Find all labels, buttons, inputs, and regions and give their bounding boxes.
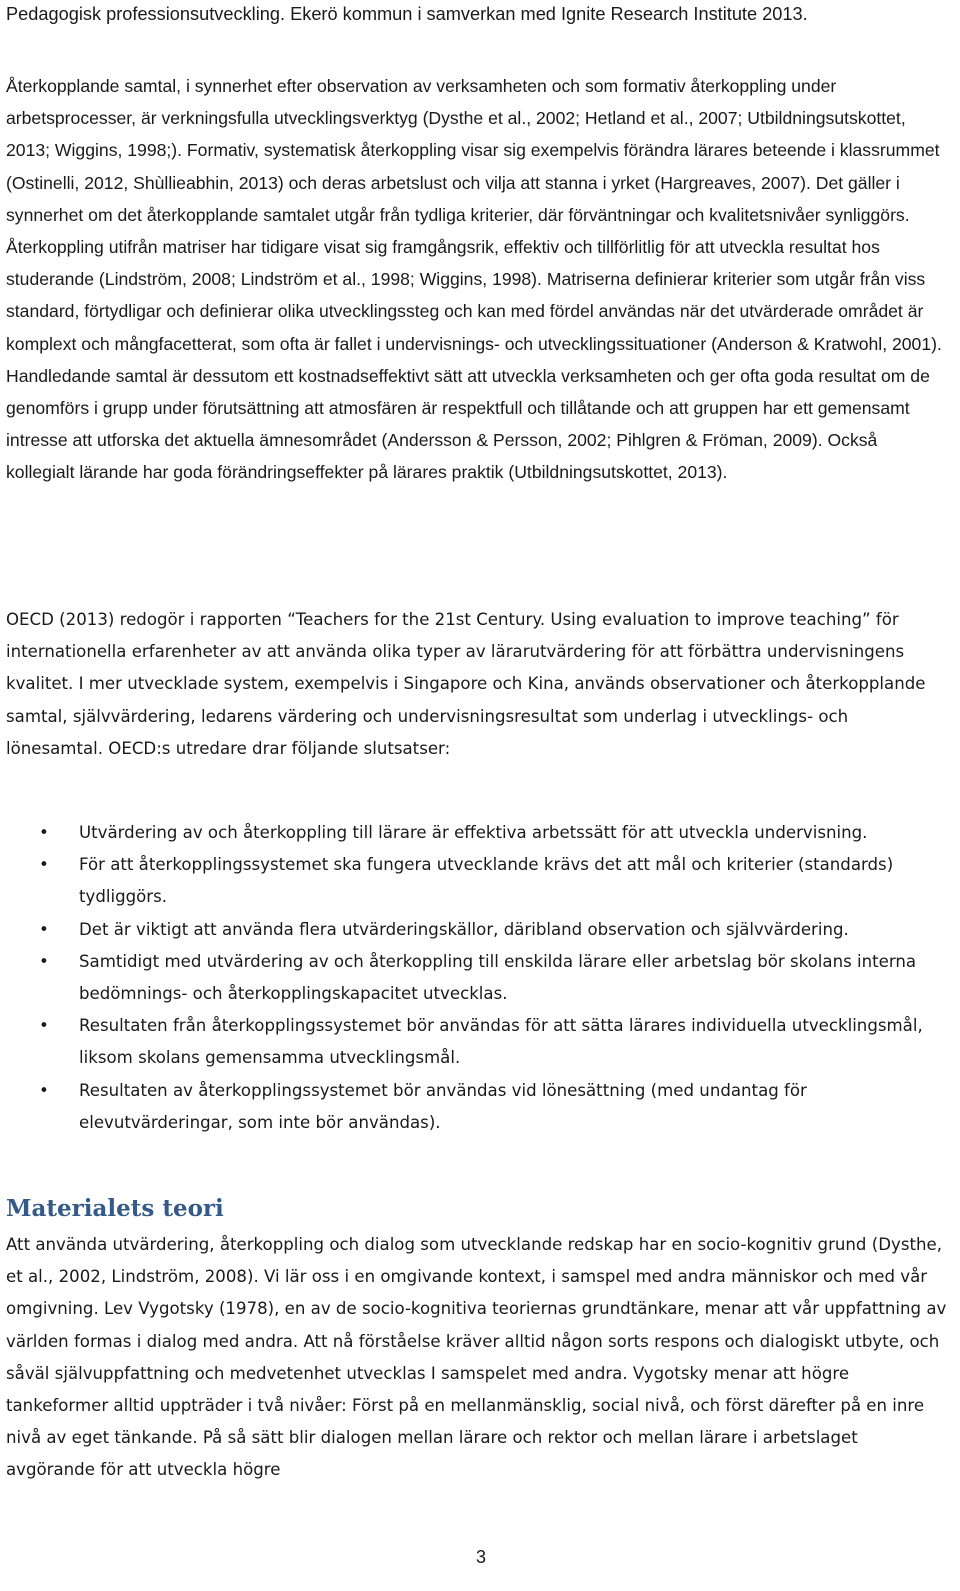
list-item-text: Utvärdering av och återkoppling till lärare är effektiva arbetssätt för att utveckla undervisning. <box>79 823 868 842</box>
list-item <box>6 914 950 946</box>
oecd-conclusions-list <box>6 817 950 1139</box>
paragraph-feedback-research: Återkopplande samtal, i synnerhet efter observation av verksamheten och som formativ återkoppling under arbetsprocesser, är verkningsfulla utvecklingsverktyg (Dysthe et al., 2002; Hetland et al., 2007; Utbildningsutskottet, 2013; Wiggins, 1998;). Formativ, systematisk återkoppling visar sig exempelvis förändra lärares beteende i klassrummet (Ostinelli, 2012, Shùllieabhin, 2013) och deras arbetslust och vilja att stanna i yrket (Hargreaves, 2007). Det gäller i synnerhet om det återkopplande samtalet utgår från tydliga kriterier, där förväntningar och kvalitetsnivåer synliggörs. Återkoppling utifrån matriser har tidigare visat sig framgångsrik, effektiv och tillförlitlig för att utveckla resultat hos studerande (Lindström, 2008; Lindström et al., 1998; Wiggins, 1998). Matriserna definierar kriterier som utgår från viss standard, förtydligar och definierar olika utvecklingssteg och kan med fördel användas när det utvärderade området är komplext och mångfacetterat, som ofta är fallet i undervisnings- och utvecklingssituationer (Anderson & Kratwohl, 2001). Handledande samtal är dessutom ett kostnadseffektivt sätt att utveckla verksamheten och ger ofta goda resultat om de genomförs i grupp under förutsättning att atmosfären är respektfull och tillåtande och att gruppen har ett gemensamt intresse att utforska det aktuella ämnesområdet (Andersson & Persson, 2002; Pihlgren & Fröman, 2009). Också kollegialt lärande har goda förändringseffekter på lärares praktik (Utbildningsutskottet, 2013). <box>6 76 942 483</box>
bullet-icon: • <box>39 1080 49 1100</box>
list-item-text: För att återkopplingssystemet ska fungera utvecklande krävs det att mål och kriterier (standards) tydliggörs. <box>79 855 894 907</box>
list-item <box>6 1010 950 1074</box>
list-item <box>6 817 950 849</box>
paragraph-oecd-report: OECD (2013) redogör i rapporten “Teachers for the 21st Century. Using evaluation to improve teaching” för internationella erfarenheter av att använda olika typer av lärarutvärdering för att förbättra undervisningens kvalitet. I mer utvecklade system, exempelvis i Singapore och Kina, används observationer och återkopplande samtal, självvärdering, ledarens värdering och undervisningsresultat som underlag i utvecklings- och lönesamtal. OECD:s utredare drar följande slutsatser: <box>6 610 926 758</box>
bullet-icon: • <box>39 951 49 971</box>
bullet-icon: • <box>39 823 49 842</box>
bullet-icon: • <box>39 919 49 939</box>
list-item-text: Resultaten från återkopplingssystemet bör användas för att sätta lärares individuella utvecklingsmål, liksom skolans gemensamma utvecklingsmål. <box>79 1016 923 1068</box>
bullet-icon: • <box>39 855 49 875</box>
list-item-text: Det är viktigt att använda flera utvärderingskällor, däribland observation och självvärdering. <box>79 919 849 939</box>
page-number: 3 <box>476 1547 487 1567</box>
running-header: Pedagogisk professionsutveckling. Ekerö kommun i samverkan med Ignite Research Institute 2013. <box>6 4 808 24</box>
list-item-text: Samtidigt med utvärdering av och återkoppling till enskilda lärare eller arbetslag bör skolans interna bedömnings- och återkopplingskapacitet utvecklas. <box>79 951 917 1004</box>
list-item <box>6 1075 950 1139</box>
list-item <box>6 849 950 913</box>
list-item <box>6 946 950 1010</box>
bullet-icon: • <box>39 1016 49 1036</box>
paragraph-material-theory: Att använda utvärdering, återkoppling och dialog som utvecklande redskap har en socio-kognitiv grund (Dysthe, et al., 2002, Lindström, 2008). Vi lär oss i en omgivande kontext, i samspel med andra människor och med vår omgivning. Lev Vygotsky (1978), en av de socio-kognitiva teoriernas grundtänkare, menar att vår uppfattning av världen formas i dialog med andra. Att nå förståelse kräver alltid någon sorts respons och dialogiskt utbyte, och såväl självuppfattning och medvetenhet utvecklas I samspelet med andra. Vygotsky menar att högre tankeformer alltid uppträder i två nivåer: Först på en mellanmänsklig, social nivå, och först därefter på en inre nivå av eget tänkande. På så sätt blir dialogen mellan lärare och rektor och mellan lärare i arbetslaget avgörande för att utveckla högre <box>6 1235 947 1480</box>
list-item-text: Resultaten av återkopplingssystemet bör användas vid lönesättning (med undantag för elevutvärderingar, som inte bör användas). <box>79 1080 807 1132</box>
section-heading: Materialets teori <box>6 1195 224 1222</box>
